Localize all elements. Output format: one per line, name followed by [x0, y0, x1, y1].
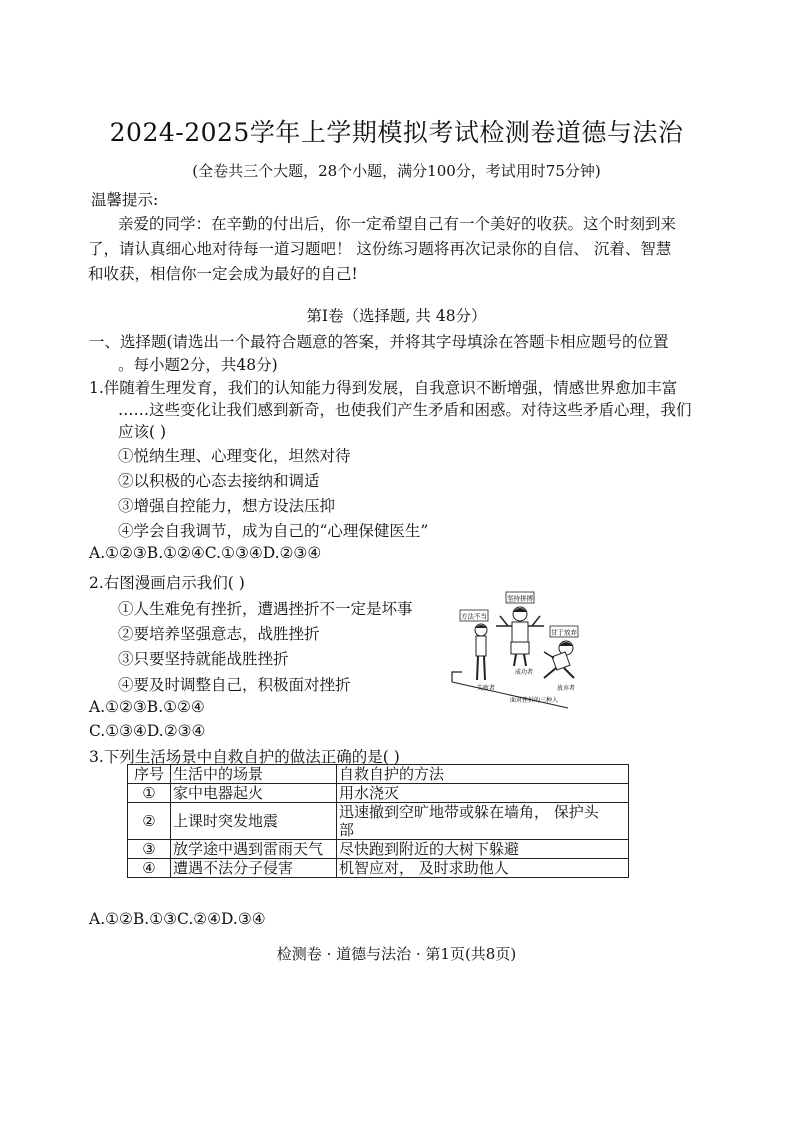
q1-option-3: ③增强自控能力，想方设法压抑 [118, 497, 336, 515]
table-row [128, 840, 629, 859]
q1-option-1: ①悦纳生理、心理变化，坦然对待 [118, 447, 351, 465]
part-one-heading-line-2: 。每小题2分，共48分) [118, 356, 278, 374]
q2-stem: 2.右图漫画启示我们( ) [89, 574, 245, 592]
table-cell: 放学途中遇到雷雨天气 [171, 840, 337, 859]
q1-stem-line-2: ……这些变化让我们感到新奇，也使我们产生矛盾和困惑。对待这些矛盾心理，我们 [118, 401, 692, 419]
table-cell: ② [128, 803, 171, 840]
cartoon-bubble-mid: 坚持拼搏 [507, 594, 533, 603]
q1-stem-line-1: 1.伴随着生理发育，我们的认知能力得到发展，自我意识不断增强，情感世界愈加丰富 [89, 379, 678, 397]
table-header-cell: 生活中的场景 [171, 765, 337, 784]
table-cell: ③ [128, 840, 171, 859]
q3-scenario-table [127, 764, 629, 878]
table-cell: ④ [128, 859, 171, 878]
table-row [128, 859, 629, 878]
tip-line-3: 和收获，相信你一定会成为最好的自己! [88, 265, 358, 283]
table-cell: ① [128, 784, 171, 803]
q1-option-4: ④学会自我调节，成为自己的“心理保健医生” [118, 522, 429, 540]
q2-option-2: ②要培养坚强意志，战胜挫折 [118, 625, 320, 643]
q2-answer-choices-2: C.①③④D.②③④ [89, 722, 206, 740]
table-row [128, 784, 629, 803]
q1-answer-choices: A.①②③B.①②④C.①③④D.②③④ [89, 544, 322, 562]
table-cell: 家中电器起火 [171, 784, 337, 803]
table-cell-line: 迅速撤到空旷地带或躲在墙角， 保护头 [339, 803, 599, 821]
part-one-heading-line-1: 一、选择题(请选出一个最符合题意的答案，并将其字母填涂在答题卡相应题号的位置 [89, 333, 669, 351]
tip-line-1: 亲爱的同学：在辛勤的付出后，你一定希望自己有一个美好的收获。这个时刻到来 [118, 215, 677, 233]
q2-option-4: ④要及时调整自己，积极面对挫折 [118, 676, 351, 694]
tip-line-2: 了，请认真细心地对待每一道习题吧！ 这份练习题将再次记录你的自信、 沉着、智慧 [88, 240, 672, 258]
table-cell: 尽快跑到附近的大树下躲避 [337, 840, 629, 859]
table-header-row [128, 765, 629, 784]
section-title: 第Ⅰ卷（选择题, 共 48分） [306, 307, 487, 325]
table-header-cell: 自救自护的方法 [337, 765, 629, 784]
table-cell-line: 部 [339, 821, 355, 839]
tip-heading: 温馨提示: [91, 191, 159, 209]
cartoon-label-right: 放弃者 [556, 685, 576, 692]
table-cell [337, 803, 629, 840]
table-cell: 上课时突发地震 [171, 803, 337, 840]
cartoon-bubble-right: 甘于放弃 [551, 628, 577, 637]
cartoon-caption: 面对挫折的三种人 [509, 697, 559, 704]
table-header-cell: 序号 [128, 765, 171, 784]
exam-subtitle: (全卷共三个大题，28个小题，满分100分，考试用时75分钟) [192, 162, 601, 180]
frustration-cartoon [448, 590, 588, 732]
q1-stem-line-3: 应该( ) [118, 423, 167, 441]
table-cell: 机智应对， 及时求助他人 [337, 859, 629, 878]
cartoon-label-left: 失败者 [476, 685, 496, 692]
q2-option-3: ③只要坚持就能战胜挫折 [118, 650, 289, 668]
cartoon-label-mid: 成功者 [514, 669, 534, 676]
exam-title: 2024-2025学年上学期模拟考试检测卷道德与法治 [109, 118, 684, 147]
table-cell: 用水浇灭 [337, 784, 629, 803]
table-row [128, 803, 629, 840]
q2-answer-choices-1: A.①②③B.①②④ [89, 698, 205, 716]
q1-option-2: ②以积极的心态去接纳和调适 [118, 472, 320, 490]
table-cell: 遭遇不法分子侵害 [171, 859, 337, 878]
page-footer: 检测卷 · 道德与法治 · 第1页(共8页) [276, 945, 517, 963]
q3-stem: 3.下列生活场景中自救自护的做法正确的是( ) [89, 748, 400, 766]
q2-option-1: ①人生难免有挫折，遭遇挫折不一定是坏事 [118, 600, 413, 618]
cartoon-bubble-left: 方法不当 [461, 612, 487, 621]
q3-answer-choices: A.①②B.①③C.②④D.③④ [89, 910, 266, 928]
